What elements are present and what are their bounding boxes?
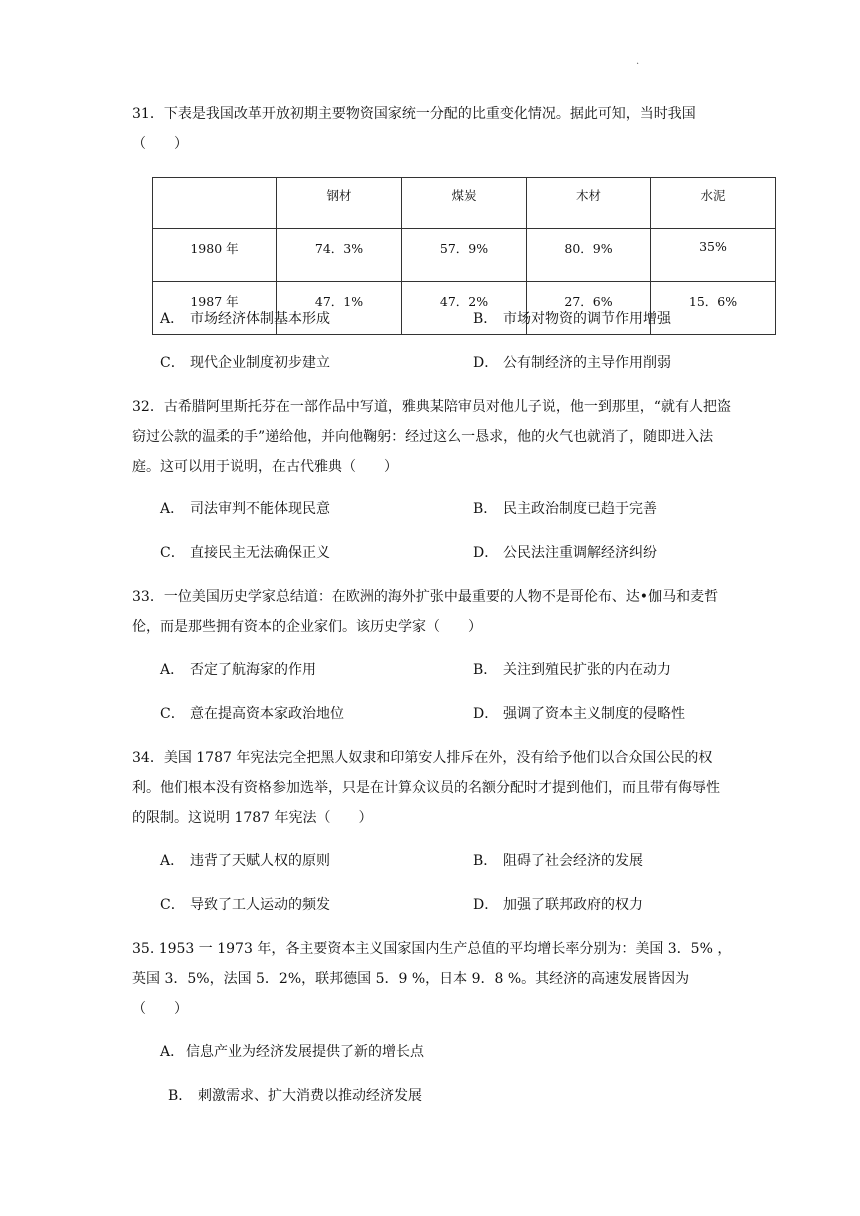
option-c[interactable]: C． 直接民主无法确保正义 — [160, 545, 330, 561]
question-34-stem: 34．美国 1787 年宪法完全把黑人奴隶和印第安人排斥在外，没有给予他们以合众国公民的权利。他们根本没有资格参加选举，只是在计算众议员的名额分配时才提到他们，而且带有侮辱性的限制。这说明 1787 年宪法（ ） — [132, 750, 720, 826]
option-b[interactable]: B． 刺激需求、扩大消费以推动经济发展 — [168, 1088, 422, 1104]
option-b[interactable]: B． 关注到殖民扩张的内在动力 — [473, 662, 671, 678]
option-d[interactable]: D． 公有制经济的主导作用削弱 — [473, 355, 671, 371]
option-a[interactable]: A． 违背了天赋人权的原则 — [160, 853, 330, 869]
table-cell: 47．1% — [277, 282, 402, 335]
table-header-cell — [153, 178, 277, 229]
question-31-stem: 31．下表是我国改革开放初期主要物资国家统一分配的比重变化情况。据此可知，当时我国（ ） — [132, 106, 696, 152]
option-a[interactable]: A． 市场经济体制基本形成 — [160, 311, 330, 327]
option-b[interactable]: B． 民主政治制度已趋于完善 — [473, 501, 657, 517]
table-cell: 80．9% — [527, 229, 651, 282]
option-a[interactable]: A． 司法审判不能体现民意 — [160, 501, 330, 517]
table-cell: 47．2% — [402, 282, 527, 335]
table-row — [153, 229, 776, 282]
question-35-stem: 35. 1953 一 1973 年，各主要资本主义国家国内生产总值的平均增长率分别为：美国 3．5% ，英国 3．5%，法国 5．2%，联邦德国 5．9 %，日本 9．8 %。其经济的高速发展皆因为（ ） — [132, 941, 732, 1017]
option-c[interactable]: C． 意在提高资本家政治地位 — [160, 706, 344, 722]
table-header-cell: 钢材 — [277, 178, 402, 229]
option-b[interactable]: B． 阻碍了社会经济的发展 — [473, 853, 643, 869]
option-b[interactable]: B． 市场对物资的调节作用增强 — [473, 311, 671, 327]
table-cell: 27．6% — [527, 282, 651, 335]
table-cell: 1987 年 — [153, 282, 277, 335]
table-header-cell: 水泥 — [651, 178, 776, 229]
table-cell: 35% — [651, 229, 776, 282]
option-a[interactable]: A． 信息产业为经济发展提供了新的增长点 — [160, 1044, 424, 1060]
question-32-stem: 32．古希腊阿里斯托芬在一部作品中写道，雅典某陪审员对他儿子说，他一到那里，“就有人把盗窃过公款的温柔的手”递给他，并向他鞠躬：经过这么一恳求，他的火气也就消了，随即进入法庭。这可以用于说明，在古代雅典（ ） — [132, 399, 731, 475]
table-cell: 57．9% — [402, 229, 527, 282]
option-d[interactable]: D． 强调了资本主义制度的侵略性 — [473, 706, 685, 722]
question-33-stem: 33．一位美国历史学家总结道：在欧洲的海外扩张中最重要的人物不是哥伦布、达•伽马和麦哲伦，而是那些拥有资本的企业家们。该历史学家（ ） — [132, 589, 719, 635]
table-header-cell: 木材 — [527, 178, 651, 229]
option-d[interactable]: D． 公民法注重调解经济纠纷 — [473, 545, 657, 561]
page-mark: . — [636, 56, 640, 67]
table-header-row — [153, 178, 776, 229]
table-header-cell: 煤炭 — [402, 178, 527, 229]
option-c[interactable]: C． 现代企业制度初步建立 — [160, 355, 330, 371]
option-d[interactable]: D． 加强了联邦政府的权力 — [473, 897, 643, 913]
table-cell: 74．3% — [277, 229, 402, 282]
option-c[interactable]: C． 导致了工人运动的频发 — [160, 897, 330, 913]
table-cell: 1980 年 — [153, 229, 277, 282]
option-a[interactable]: A． 否定了航海家的作用 — [160, 662, 316, 678]
table-cell: 15．6% — [651, 282, 776, 335]
